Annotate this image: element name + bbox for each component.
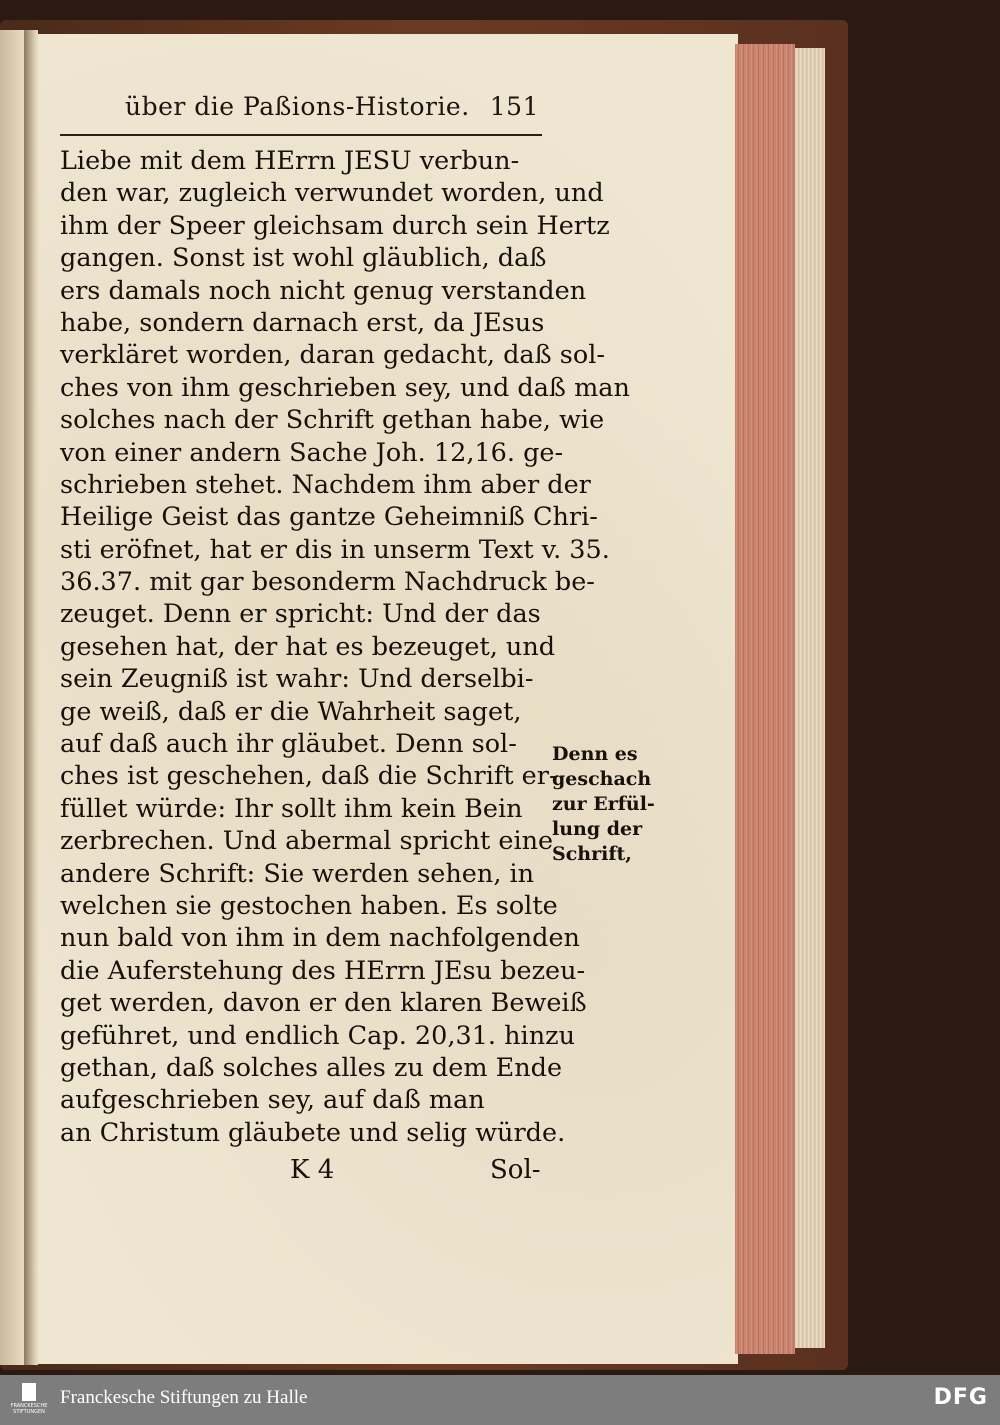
- text-line: ches ist geschehen, daß die Schrift er-: [60, 761, 558, 792]
- text-line: solches nach der Schrift gethan habe, wie: [60, 405, 605, 436]
- text-line: zeuget. Denn er spricht: Und der das: [60, 599, 541, 630]
- margin-note-line: Denn es: [552, 743, 638, 765]
- text-line: gethan, daß solches alles zu dem Ende: [60, 1052, 563, 1083]
- margin-note-line: Schrift,: [552, 843, 632, 865]
- text-line: geführet, und endlich Cap. 20,31. hinzu: [60, 1020, 575, 1051]
- dfg-logo[interactable]: DFG: [933, 1385, 988, 1410]
- text-line: auf daß auch ihr gläubet. Denn sol-: [60, 729, 517, 760]
- text-line: von einer andern Sache Joh. 12,16. ge-: [60, 437, 564, 468]
- text-line: den war, zugleich verwundet worden, und: [60, 178, 604, 209]
- signature-mark: K 4: [290, 1155, 335, 1185]
- text-line: sein Zeugniß ist wahr: Und derselbi-: [60, 664, 534, 695]
- running-head-title: über die Paßions-Historie.: [125, 92, 470, 121]
- text-line: ihm der Speer gleichsam durch sein Hertz: [60, 210, 610, 241]
- building-icon: [22, 1383, 36, 1401]
- text-line: die Auferstehung des HErrn JEsu bezeu-: [60, 955, 586, 986]
- footer-label[interactable]: Franckesche Stiftungen zu Halle: [60, 1387, 308, 1408]
- text-line: nun bald von ihm in dem nachfolgenden: [60, 923, 580, 954]
- catchword: Sol-: [490, 1155, 541, 1185]
- margin-note-line: geschach: [552, 768, 652, 790]
- text-line: aufgeschrieben sey, auf daß man: [60, 1085, 485, 1116]
- text-line: sti eröfnet, hat er dis in unserm Text v. 35.: [60, 534, 610, 565]
- footer-bar: [0, 1375, 1000, 1425]
- text-line: ches von ihm geschrieben sey, und daß man: [60, 372, 630, 403]
- text-line: andere Schrift: Sie werden sehen, in: [60, 858, 535, 889]
- text-line: Heilige Geist das gantze Geheimniß Chri-: [60, 502, 598, 533]
- text-line: füllet würde: Ihr sollt ihm kein Bein: [60, 793, 523, 824]
- margin-note-line: lung der: [552, 818, 643, 840]
- margin-note: [552, 742, 662, 867]
- running-head: [125, 88, 545, 128]
- text-line: welchen sie gestochen haben. Es solte: [60, 890, 558, 921]
- text-line: gangen. Sonst ist wohl gläublich, daß: [60, 243, 547, 274]
- text-line: Liebe mit dem HErrn JESU verbun-: [60, 146, 520, 176]
- text-line: verkläret worden, daran gedacht, daß sol-: [60, 340, 605, 371]
- page-fore-edge-inner: [795, 48, 825, 1348]
- header-rule: [60, 134, 542, 136]
- page-fore-edge: [735, 44, 795, 1354]
- margin-note-line: zur Erfül-: [552, 793, 655, 815]
- text-line: ers damals noch nicht genug verstanden: [60, 275, 587, 306]
- book-gutter: [24, 30, 38, 1365]
- text-line: get werden, davon er den klaren Beweiß: [60, 988, 587, 1019]
- left-page-edge: [0, 30, 24, 1365]
- footer-logo-text: FRANCKESCHE STIFTUNGEN: [10, 1403, 48, 1415]
- text-line: habe, sondern darnach erst, da JEsus: [60, 307, 545, 338]
- text-line: 36.37. mit gar besonderm Nachdruck be-: [60, 567, 595, 598]
- text-line: ge weiß, daß er die Wahrheit saget,: [60, 696, 522, 727]
- text-line: zerbrechen. Und abermal spricht eine: [60, 826, 554, 857]
- text-line: schrieben stehet. Nachdem ihm aber der: [60, 469, 591, 500]
- text-line: an Christum gläubete und selig würde.: [60, 1117, 566, 1148]
- text-line: gesehen hat, der hat es bezeuget, und: [60, 631, 556, 662]
- foundation-logo[interactable]: [10, 1381, 48, 1419]
- page-number: 151: [489, 92, 539, 121]
